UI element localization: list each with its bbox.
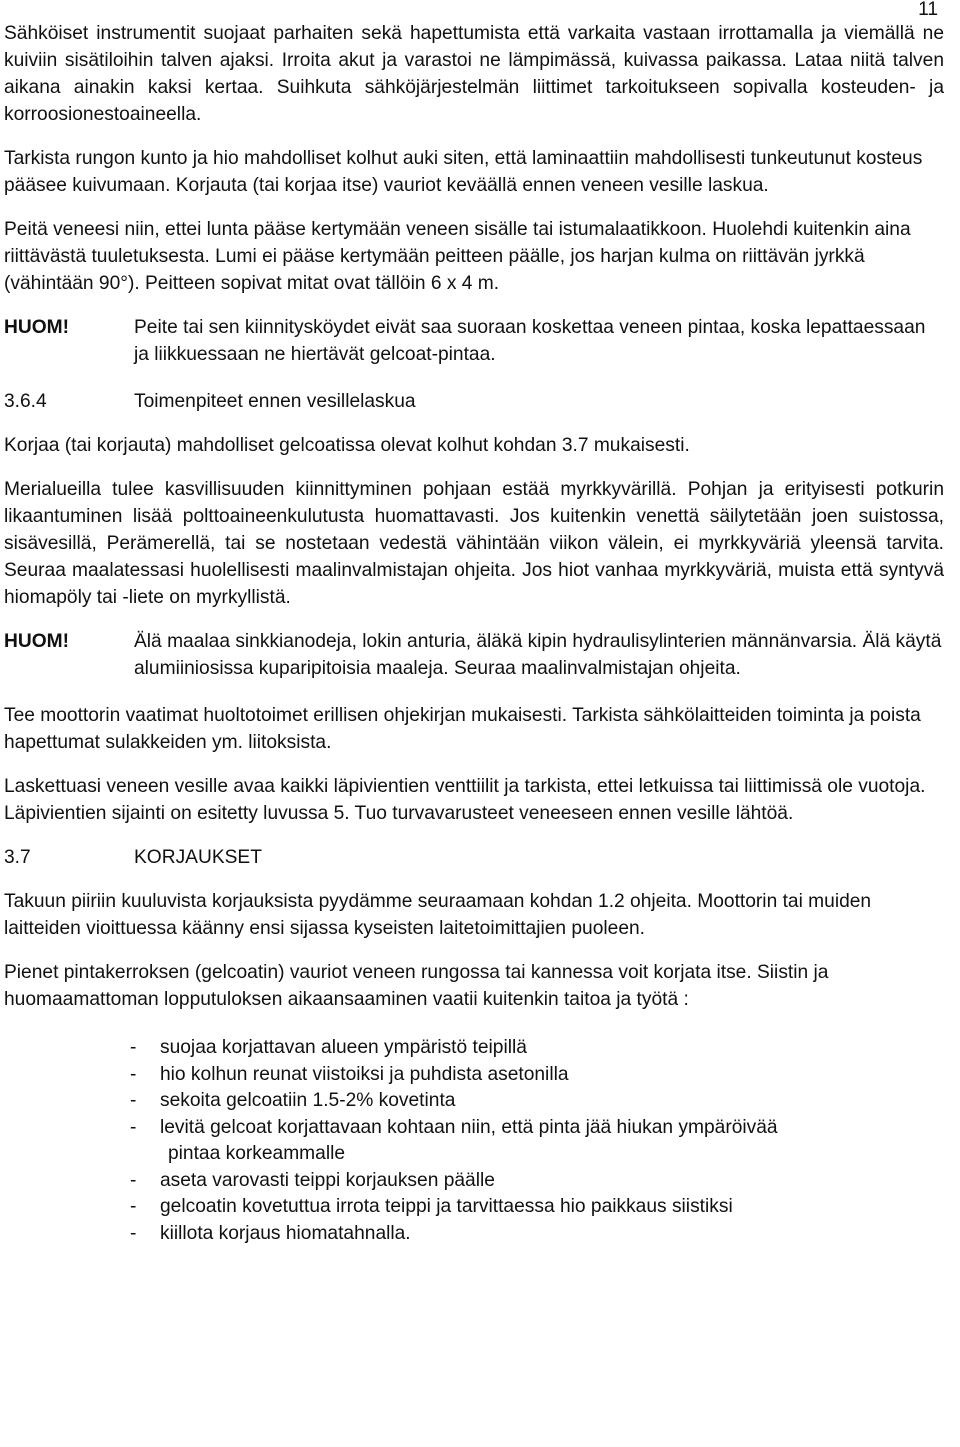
list-item-text: suojaa korjattavan alueen ympäristö teipillä (160, 1037, 527, 1058)
list-item (130, 1168, 944, 1195)
paragraph-electronics-storage: Sähköiset instrumentit suojaat parhaiten sekä hapettumista että varkaita vastaan irrottamalla ja viemällä ne kuiviin sisätiloihin talven ajaksi. Irroita akut ja varastoi ne lämpimässä, kuivassa paikassa. Lataa niitä talven aikana ainakin kaksi kertaa. Suihkuta sähköjärjestelmän liittimet tarkoitukseen sopivalla kosteuden- ja korroosionestoaineella. (4, 23, 944, 125)
paragraph-small-repairs: Pienet pintakerroksen (gelcoatin) vauriot veneen rungossa tai kannessa voit korjata itse. Siistin ja huomaamattoman lopputuloksen aikaansaaminen vaatii kuitenkin taitoa ja työtä : (4, 962, 829, 1010)
section-number: 3.7 (4, 847, 31, 868)
section-heading-3-7 (4, 844, 944, 871)
list-item (130, 1035, 944, 1062)
list-item (130, 1194, 944, 1221)
list-item-text: aseta varovasti teippi korjauksen päälle (160, 1169, 495, 1191)
list-item (130, 1062, 944, 1089)
list-dash: - (130, 1169, 137, 1191)
list-dash: - (130, 1196, 137, 1217)
list-item-text: gelcoatin kovetuttua irrota teippi ja tarvittaessa hio paikkaus siistiksi (160, 1196, 733, 1217)
section-number: 3.6.4 (4, 391, 47, 412)
list-item-text (160, 1115, 944, 1168)
note-antifouling-warning (4, 628, 944, 682)
list-dash: - (130, 1116, 137, 1138)
paragraph-boat-cover: Peitä veneesi niin, ettei lunta pääse kertymään veneen sisälle tai istumalaatikkoon. Huolehdi kuitenkin aina riittävästä tuuletuksesta. Lumi ei pääse kertymään peitteen päälle, jos harjan kulma on riittävän jyrkkä (vähintään 90°). Peitteen sopivat mitat ovat tällöin 6 x 4 m. (4, 219, 911, 294)
note-label: HUOM! (4, 317, 70, 338)
paragraph-gelcoat-repair: Korjaa (tai korjauta) mahdolliset gelcoatissa olevat kolhut kohdan 3.7 mukaisesti. (4, 435, 690, 456)
list-item (130, 1088, 944, 1115)
section-heading-3-6-4 (4, 388, 944, 415)
paragraph-hull-inspection: Tarkista rungon kunto ja hio mahdolliset kolhut auki siten, että laminaattiin mahdollisesti tunkeutunut kosteus pääsee kuivumaan. Korjauta (tai korjaa itse) vauriot keväällä ennen veneen vesille laskua. (4, 148, 923, 196)
repair-steps-list (4, 1035, 944, 1247)
paragraph-launch-checks: Laskettuasi veneen vesille avaa kaikki läpivientien venttiilit ja tarkista, ettei letkuissa tai liittimissä ole vuotoja. Läpivientien sijainti on esitetty luvussa 5. Tuo turvavarusteet veneeseen ennen vesille lähtöä. (4, 776, 926, 824)
list-item (130, 1221, 944, 1248)
paragraph-engine-service: Tee moottorin vaatimat huoltotoimet erillisen ohjekirjan mukaisesti. Tarkista sähkölaitteiden toiminta ja poista hapettumat sulakkeiden ym. liitoksista. (4, 705, 921, 753)
document-body (4, 20, 944, 1247)
note-text: Älä maalaa sinkkianodeja, lokin anturia, äläkä kipin hydraulisylinterien männänvarsia. Älä käytä alumiiniosissa kuparipitoisia maaleja. Seuraa maalinvalmistajan ohjeita. (134, 631, 942, 679)
list-dash: - (130, 1037, 137, 1058)
section-title: KORJAUKSET (134, 847, 262, 868)
list-item-text: hio kolhun reunat viistoiksi ja puhdista asetonilla (160, 1063, 569, 1085)
note-text: Peite tai sen kiinnitysköydet eivät saa suoraan koskettaa veneen pintaa, koska lepattaessaan ja liikkuessaan ne hiertävät gelcoat-pintaa. (134, 317, 926, 365)
list-item-text: sekoita gelcoatiin 1.5-2% kovetinta (160, 1090, 456, 1111)
list-item-text: kiillota korjaus hiomatahnalla. (160, 1222, 411, 1244)
list-dash: - (130, 1222, 137, 1244)
paragraph-antifouling: Merialueilla tulee kasvillisuuden kiinnittyminen pohjaan estää myrkkyvärillä. Pohjan ja erityisesti potkurin likaantuminen lisää polttoaineenkulutusta huomattavasti. Jos kuitenkin venettä säilytetään joen suistossa, sisävesillä, Perämerellä, tai se nostetaan vedestä vähintään viikon välein, ei myrkkyväriä yleensä tarvita. Seuraa maalatessasi huolellisesti maalinvalmistajan ohjeita. Jos hiot vanhaa myrkkyväriä, muista että syntyvä hiomapöly tai -liete on myrkyllistä. (4, 479, 944, 608)
list-item (130, 1115, 944, 1168)
list-item-continuation: pintaa korkeammalle (168, 1143, 346, 1164)
note-label: HUOM! (4, 631, 70, 652)
page-number: 11 (918, 0, 938, 20)
note-cover-warning (4, 314, 944, 368)
paragraph-warranty-repairs: Takuun piiriin kuuluvista korjauksista pyydämme seuraamaan kohdan 1.2 ohjeita. Moottorin tai muiden laitteiden vioittuessa käänny ensi sijassa kyseisten laitetoimittajien puoleen. (4, 891, 872, 939)
list-dash: - (130, 1063, 137, 1085)
list-dash: - (130, 1090, 137, 1111)
section-title: Toimenpiteet ennen vesillelaskua (134, 391, 416, 412)
list-item-line: levitä gelcoat korjattavaan kohtaan niin, että pinta jää hiukan ympäröivää (160, 1116, 778, 1138)
